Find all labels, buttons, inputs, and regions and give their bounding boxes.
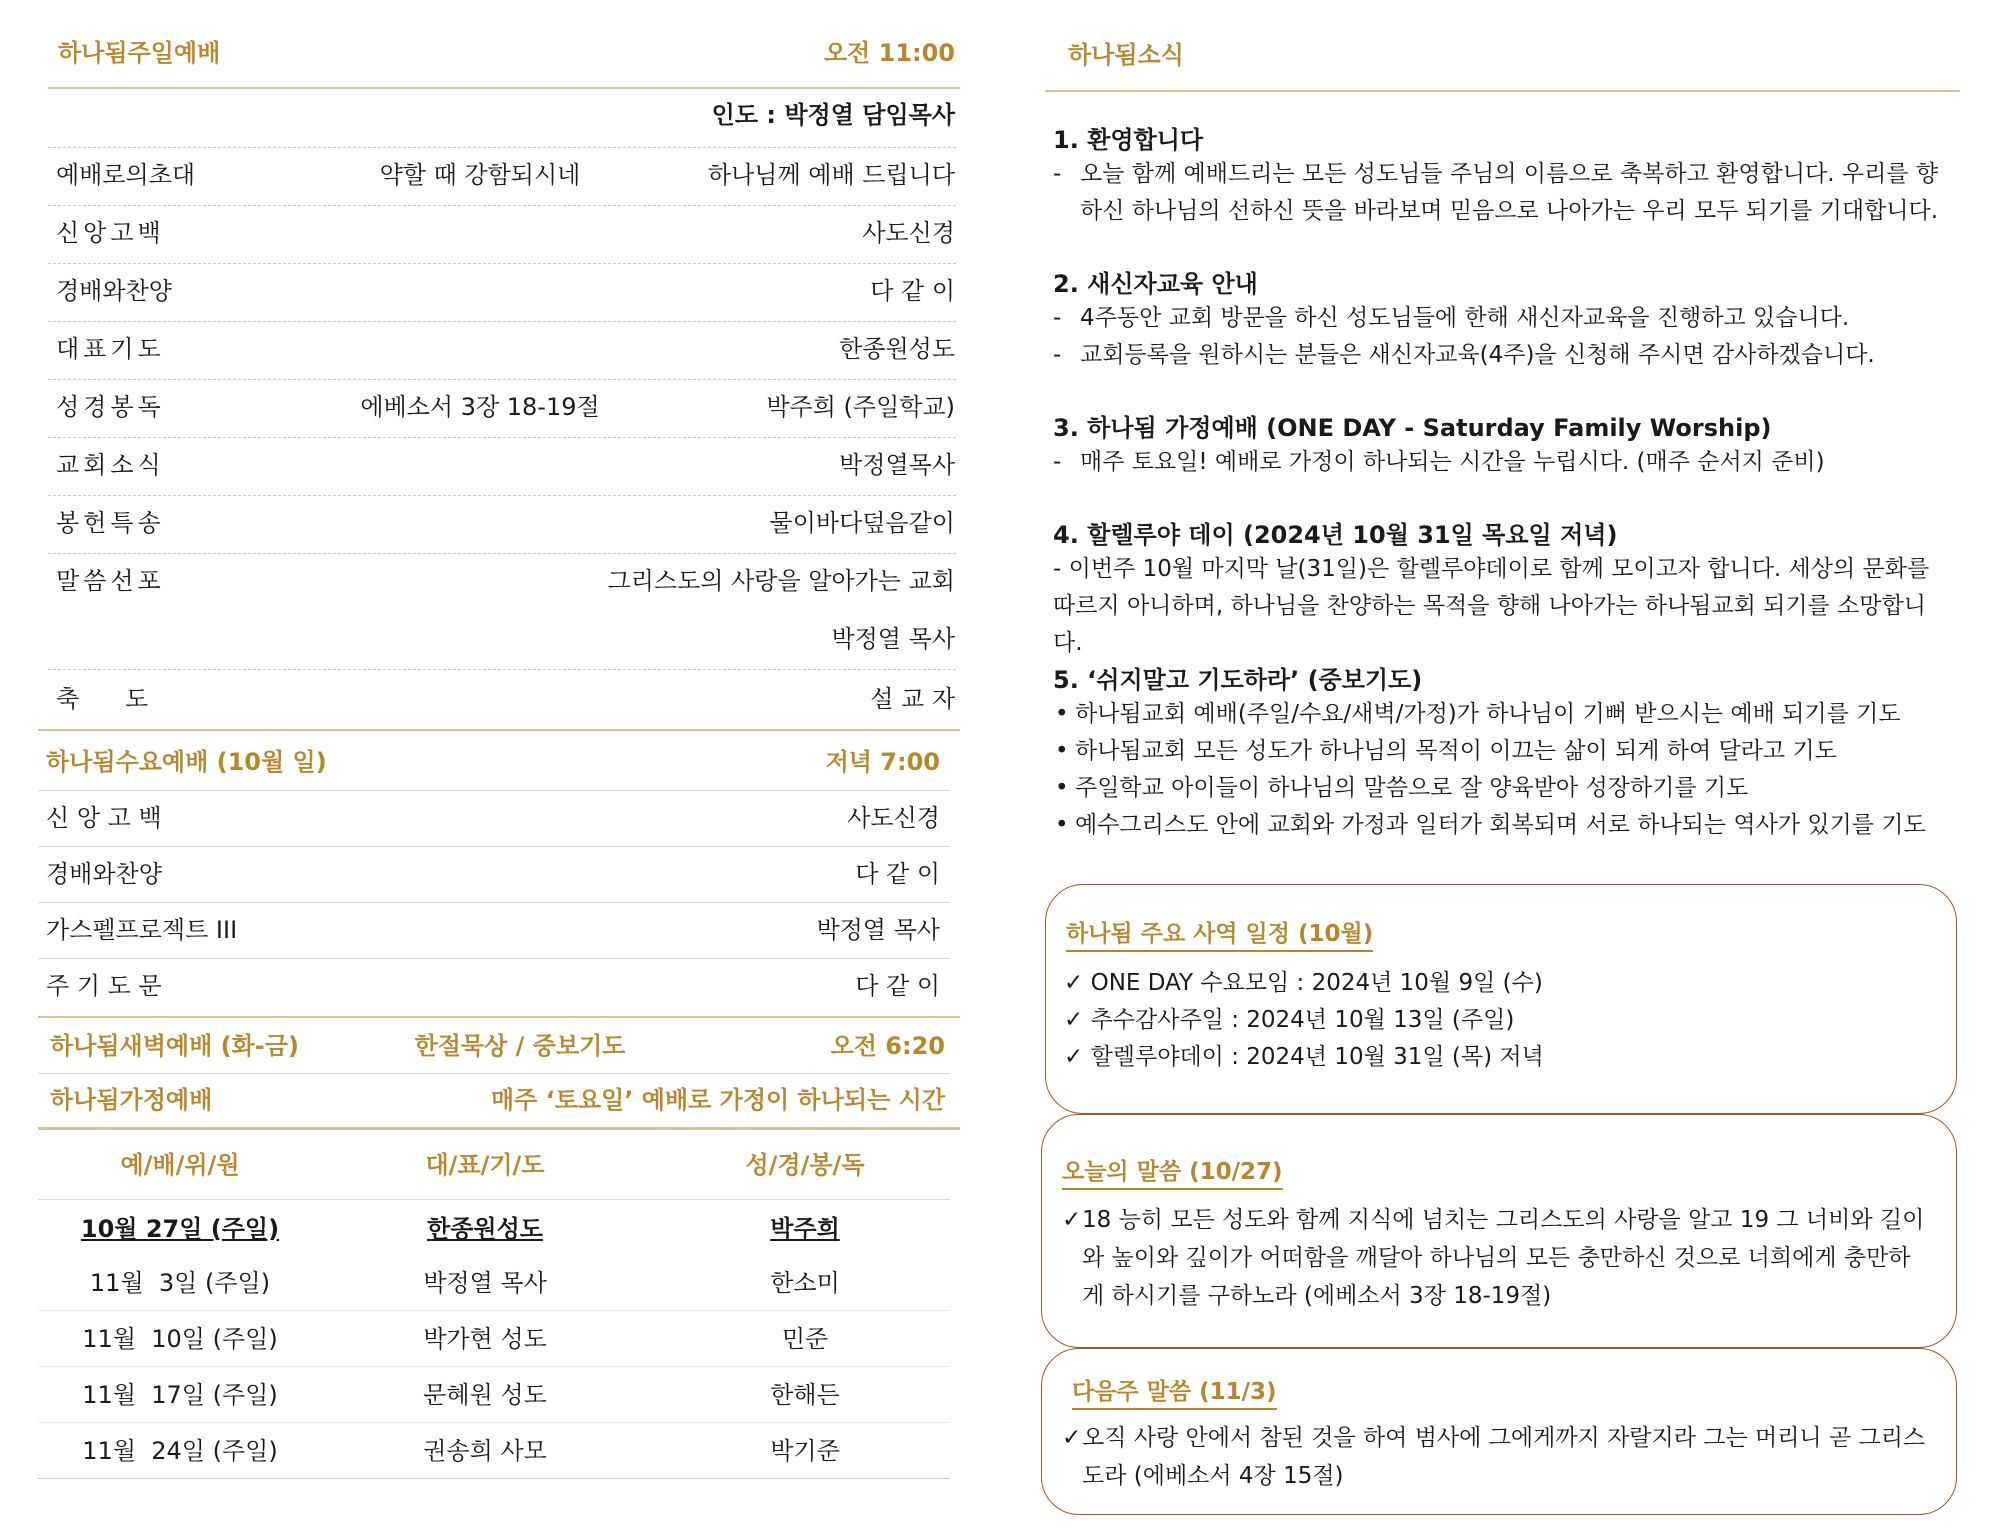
table-row-reader: 박주희 — [770, 1215, 840, 1243]
order-name: 경배와찬양 — [56, 277, 172, 305]
order-middle: 약할 때 강함되시네 — [379, 161, 581, 189]
sunday-title: 하나됨주일예배 — [58, 39, 221, 67]
order-name: 주 기 도 문 — [46, 972, 162, 1000]
table-row-date: 10월 27일 (주일) — [80, 1215, 280, 1243]
duty-header: 예/배/위/원 — [120, 1151, 240, 1179]
news-item: • 하나됨교회 모든 성도가 하나님의 목적이 이끄는 삶이 되게 하여 달라고 기도 — [1053, 733, 1953, 770]
news-heading: 4. 할렐루야 데이 (2024년 10월 31일 목요일 저녁) — [1053, 521, 1618, 549]
check-icon: ✓ — [1064, 970, 1084, 996]
news-item: - 교회등록을 원하시는 분들은 새신자교육(4주)을 신청해 주시면 감사하겠습니다. — [1053, 337, 1953, 374]
wednesday-title: 하나됨수요예배 (10월 일) — [46, 748, 327, 776]
order-name: 가스펠프로젝트 III — [46, 916, 238, 944]
table-row-prayer: 박가현 성도 — [423, 1325, 547, 1353]
news-item: • 예수그리스도 안에 교회와 가정과 일터가 회복되며 서로 하나되는 역사가 있기를 기도 — [1053, 807, 1953, 844]
news-item: - 매주 토요일! 예배로 가정이 하나되는 시간을 누립시다. (매주 순서지 준비) — [1053, 444, 1953, 481]
bullet-icon: • — [1055, 812, 1069, 838]
sunday-time: 오전 11:00 — [823, 39, 955, 67]
order-right: 그리스도의 사랑을 알아가는 교회 — [607, 567, 955, 595]
order-right: 박주희 (주일학교) — [766, 393, 955, 421]
order-right: 박정열 목사 — [816, 916, 940, 944]
dash-icon: - — [1053, 449, 1062, 475]
order-name: 신앙고백 — [56, 219, 165, 247]
table-row-reader: 박기준 — [770, 1437, 840, 1465]
order-right: 다 같 이 — [870, 277, 955, 305]
order-right: 다 같 이 — [855, 972, 940, 1000]
order-right: 하나님께 예배 드립니다 — [707, 161, 955, 189]
table-row-reader: 민준 — [781, 1325, 829, 1353]
table-row-reader: 한소미 — [770, 1269, 840, 1297]
family-title: 하나됨가정예배 — [50, 1086, 213, 1114]
news-item: - 오늘 함께 예배드리는 모든 성도님들 주님의 이름으로 축복하고 환영합니다. 우리를 향하신 하나님의 선하신 뜻을 바라보며 믿음으로 나아가는 우리 모두 되기를 기대합니다. — [1053, 156, 1953, 230]
dash-icon: - — [1053, 305, 1062, 331]
duty-header: 성/경/봉/독 — [745, 1151, 865, 1179]
order-right: 다 같 이 — [855, 860, 940, 888]
order-name: 신 앙 고 백 — [46, 804, 162, 832]
order-middle: 에베소서 3장 18-19절 — [360, 393, 600, 421]
order-right: 박정열목사 — [839, 451, 955, 479]
order-name: 교회소식 — [56, 451, 165, 479]
table-row-reader: 한해든 — [770, 1381, 840, 1409]
check-icon: ✓ — [1064, 1007, 1084, 1033]
news-heading: 3. 하나됨 가정예배 (ONE DAY - Saturday Family Worship) — [1053, 414, 1772, 442]
list-item: ✓ ONE DAY 수요모임 : 2024년 10월 9일 (수) — [1064, 970, 1543, 996]
bullet-icon: • — [1055, 775, 1069, 801]
table-row-date: 11월 24일 (주일) — [82, 1437, 278, 1465]
order-name: 대표기도 — [56, 335, 165, 363]
order-right: 사도신경 — [847, 804, 940, 832]
news-title: 하나됨소식 — [1068, 41, 1184, 69]
table-row-prayer: 박정열 목사 — [423, 1269, 547, 1297]
wednesday-time: 저녁 7:00 — [825, 748, 940, 776]
news-heading: 5. ‘쉬지말고 기도하라’ (중보기도) — [1053, 666, 1423, 694]
bullet-icon: • — [1055, 701, 1069, 727]
news-item: - 4주동안 교회 방문을 하신 성도님들에 한해 새신자교육을 진행하고 있습니다. — [1053, 300, 1953, 337]
sunday-leader: 인도 : 박정열 담임목사 — [711, 101, 955, 129]
today-word-title: 오늘의 말씀 (10/27) — [1062, 1153, 1283, 1190]
schedule-title: 하나됨 주요 사역 일정 (10월) — [1066, 915, 1373, 952]
bullet-icon: • — [1055, 738, 1069, 764]
order-name: 봉헌특송 — [56, 509, 165, 537]
dash-icon: - — [1053, 161, 1062, 187]
today-word-text: ✓ 18 능히 모든 성도와 함께 지식에 넘치는 그리스도의 사랑을 알고 19 그 너비와 길이와 높이와 깊이가 어떠함을 깨달아 하나님의 모든 충만하신 것으로 너희에게 충만하게 하시기를 구하노라 (에베소서 3장 18-19절) — [1062, 1201, 1932, 1315]
order-right: 물이바다덮음같이 — [769, 509, 955, 537]
order-name: 경배와찬양 — [46, 860, 162, 888]
dawn-time: 오전 6:20 — [830, 1032, 945, 1060]
next-word-text: ✓ 오직 사랑 안에서 참된 것을 하여 범사에 그에게까지 자랄지라 그는 머리니 곧 그리스도라 (에베소서 4장 15절) — [1062, 1419, 1932, 1495]
order-right: 사도신경 — [862, 219, 955, 247]
table-row-date: 11월 10일 (주일) — [82, 1325, 278, 1353]
news-heading: 2. 새신자교육 안내 — [1053, 270, 1258, 298]
list-item: ✓ 추수감사주일 : 2024년 10월 13일 (주일) — [1064, 1007, 1515, 1033]
order-name: 말씀선포 — [56, 567, 165, 595]
order-name: 축 도 — [56, 685, 149, 713]
dawn-middle: 한절묵상 / 중보기도 — [414, 1032, 626, 1060]
table-row-date: 11월 17일 (주일) — [82, 1381, 278, 1409]
table-row-prayer: 권송희 사모 — [423, 1437, 547, 1465]
news-heading: 1. 환영합니다 — [1053, 126, 1204, 154]
order-name: 성경봉독 — [56, 393, 165, 421]
next-word-box — [1041, 1348, 1957, 1515]
check-icon: ✓ — [1064, 1044, 1084, 1070]
news-item: • 주일학교 아이들이 하나님의 말씀으로 잘 양육받아 성장하기를 기도 — [1053, 770, 1953, 807]
schedule-box — [1045, 884, 1957, 1114]
next-word-title: 다음주 말씀 (11/3) — [1072, 1373, 1277, 1410]
duty-header: 대/표/기/도 — [425, 1151, 545, 1179]
order-right: 설 교 자 — [870, 685, 955, 713]
table-row-prayer: 문혜원 성도 — [423, 1381, 547, 1409]
preacher: 박정열 목사 — [831, 625, 955, 653]
check-icon: ✓ — [1062, 1207, 1082, 1233]
news-item: • 하나됨교회 예배(주일/수요/새벽/가정)가 하나님이 기뻐 받으시는 예배 되기를 기도 — [1053, 696, 1953, 733]
dash-icon: - — [1053, 342, 1062, 368]
order-name: 예배로의초대 — [56, 161, 196, 189]
dawn-title: 하나됨새벽예배 (화-금) — [50, 1032, 299, 1060]
news-item: - 이번주 10월 마지막 날(31일)은 할렐루야데이로 함께 모이고자 합니다. 세상의 문화를 따르지 아니하며, 하나님을 찬양하는 목적을 향해 나아가는 하나됨교회 되기를 소망합니다. — [1053, 556, 1930, 656]
check-icon: ✓ — [1062, 1425, 1082, 1451]
list-item: ✓ 할렐루야데이 : 2024년 10월 31일 (목) 저녁 — [1064, 1044, 1544, 1070]
table-row-prayer: 한종원성도 — [427, 1215, 543, 1243]
order-right: 한종원성도 — [839, 335, 955, 363]
family-desc: 매주 ‘토요일’ 예배로 가정이 하나되는 시간 — [490, 1086, 945, 1114]
today-word-box — [1041, 1114, 1957, 1348]
table-row-date: 11월 3일 (주일) — [89, 1269, 271, 1297]
